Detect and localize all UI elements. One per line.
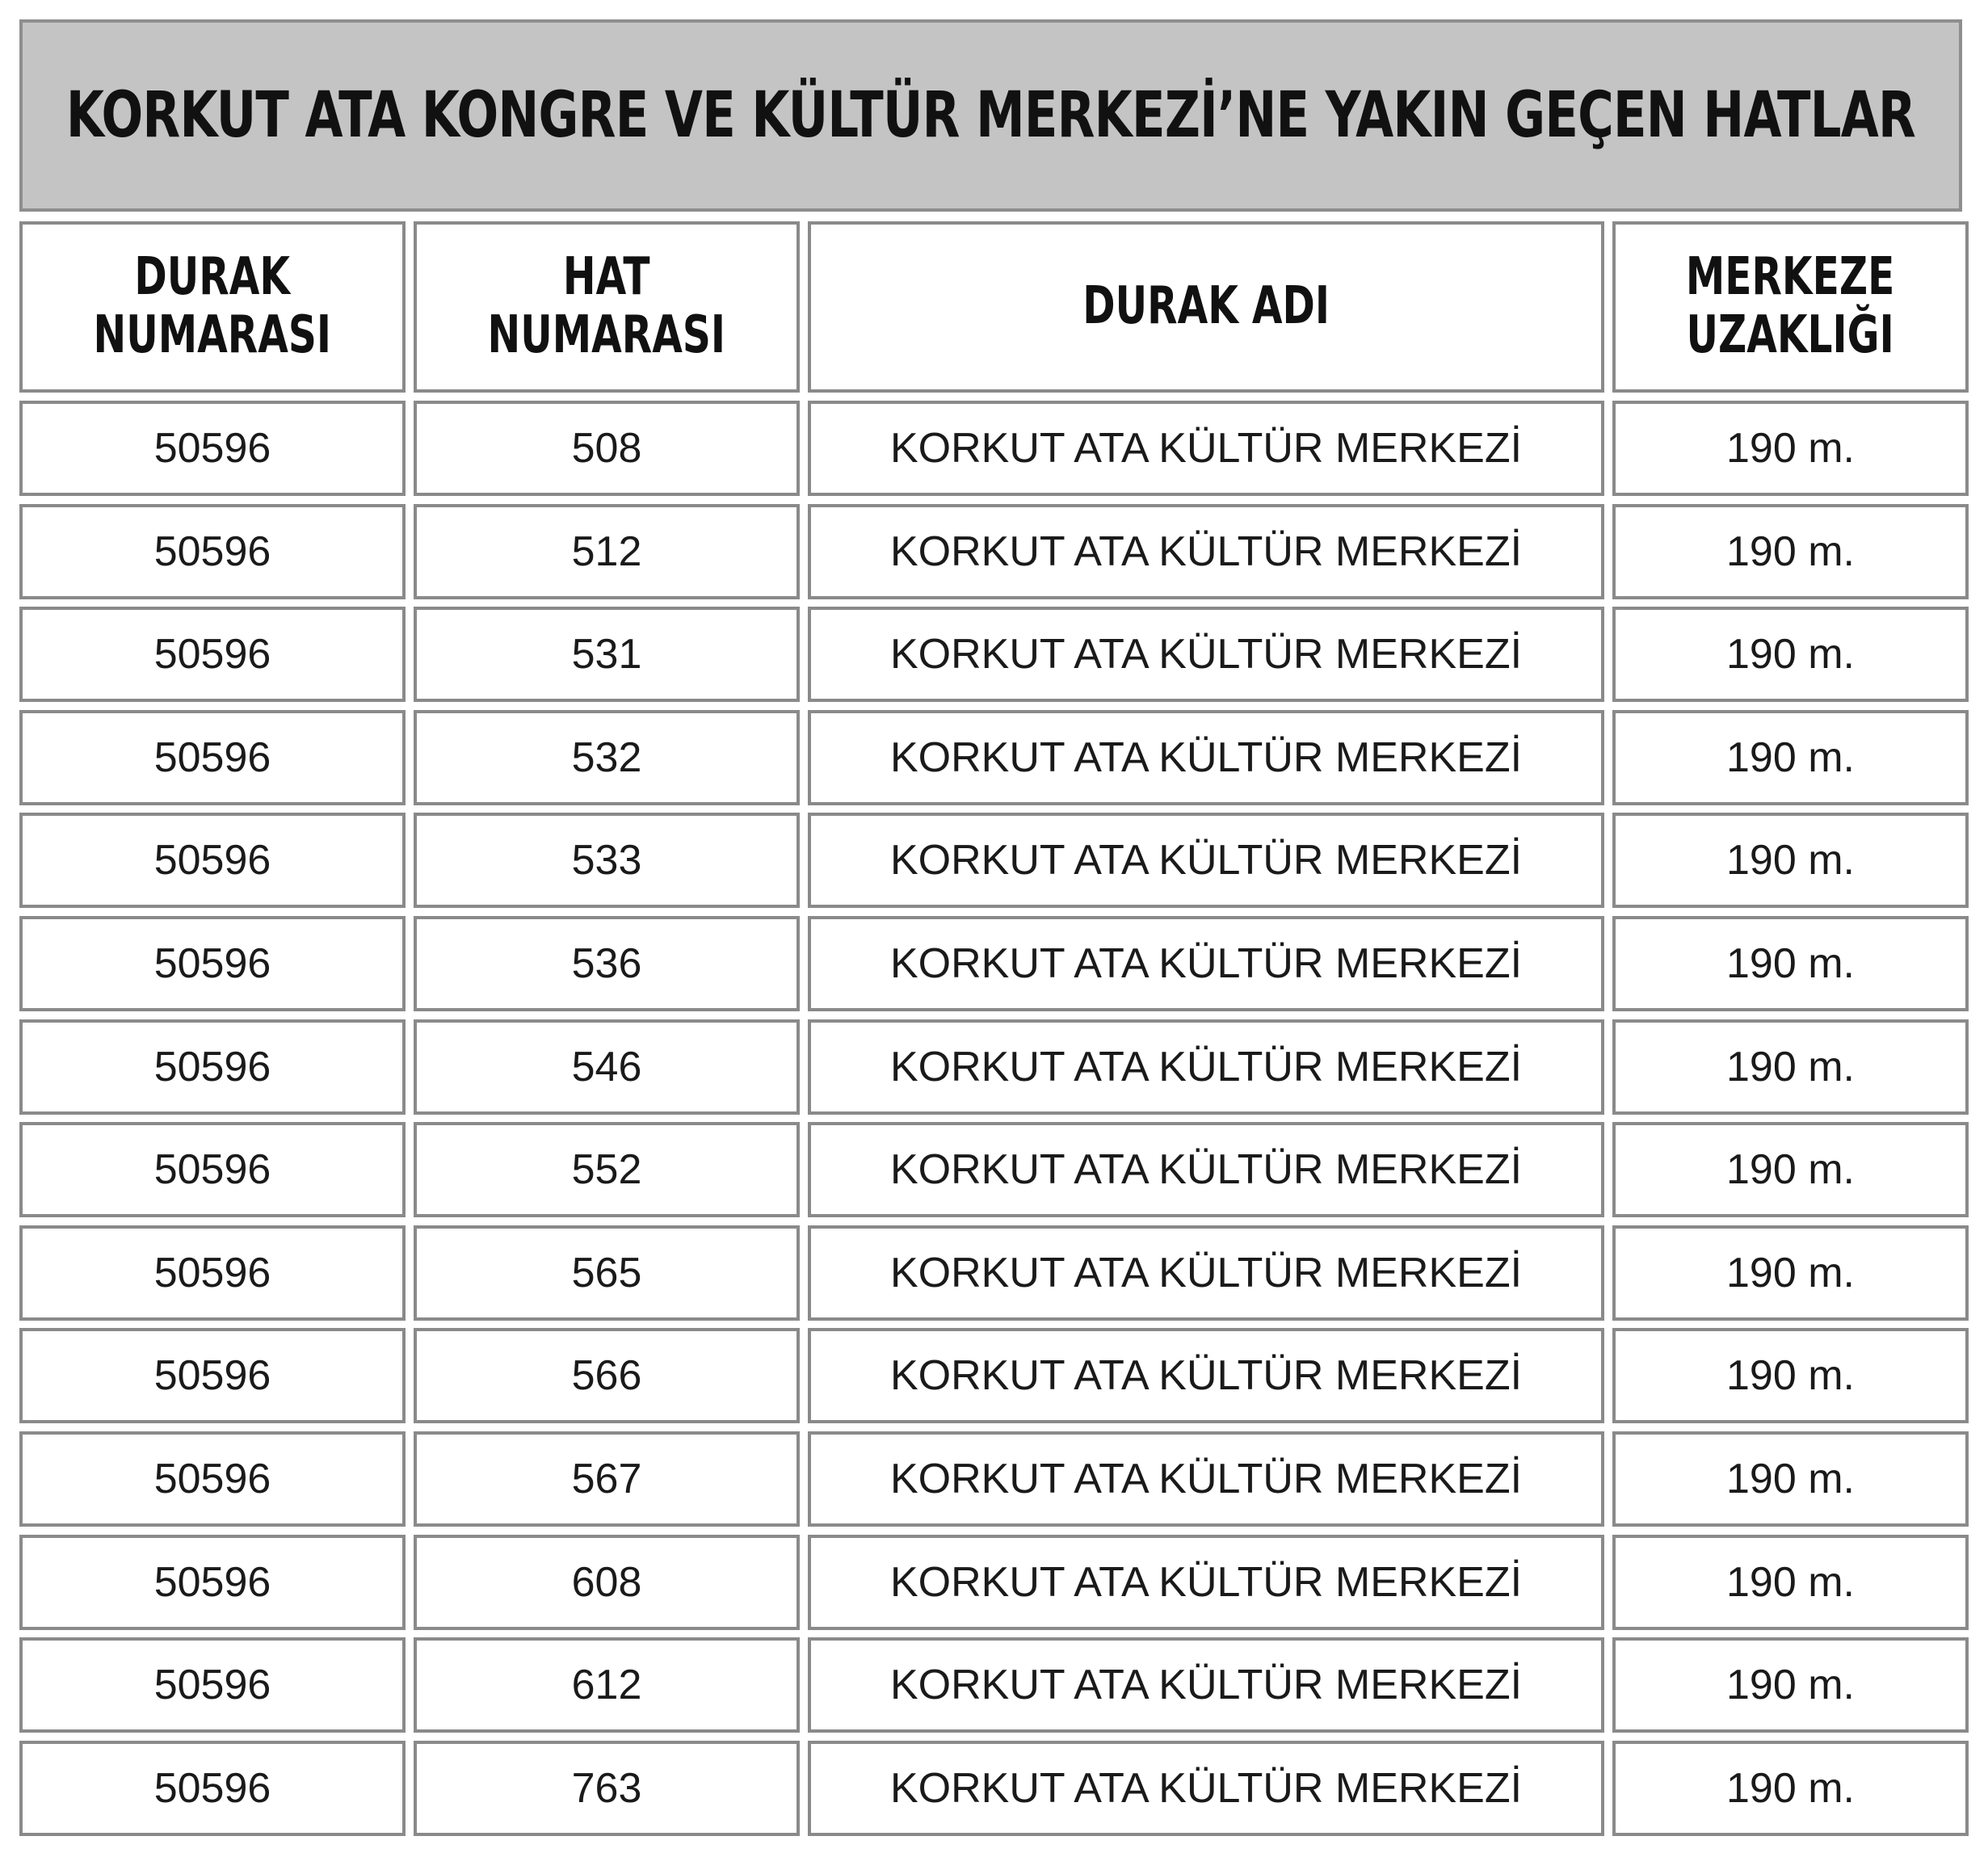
header-hat-numarasi-label: HAT NUMARASI	[487, 247, 726, 365]
cell-merkeze-uzakligi	[1612, 813, 1969, 908]
cell-durak-adi	[808, 607, 1604, 702]
cell-durak-adi-text: KORKUT ATA KÜLTÜR MERKEZİ	[889, 528, 1523, 575]
cell-durak-numarasi	[19, 813, 406, 908]
cell-durak-adi	[808, 1535, 1604, 1630]
table-row	[19, 1741, 1969, 1836]
cell-durak-numarasi-text: 50596	[153, 837, 271, 884]
cell-hat-numarasi-text: 608	[571, 1559, 642, 1606]
cell-durak-numarasi-text: 50596	[153, 1044, 271, 1090]
cell-merkeze-uzakligi	[1612, 401, 1969, 496]
cell-merkeze-uzakligi	[1612, 1431, 1969, 1527]
header-durak-numarasi-label: DURAK NUMARASI	[93, 247, 332, 365]
table-row	[19, 401, 1969, 496]
cell-hat-numarasi	[414, 401, 800, 496]
cell-durak-adi	[808, 1225, 1604, 1321]
cell-merkeze-uzakligi-text: 190 m.	[1726, 1250, 1855, 1296]
cell-hat-numarasi-text: 566	[571, 1352, 642, 1399]
table-row	[19, 1431, 1969, 1527]
cell-merkeze-uzakligi-text: 190 m.	[1726, 1456, 1855, 1502]
cell-merkeze-uzakligi-text: 190 m.	[1726, 734, 1855, 781]
cell-hat-numarasi	[414, 504, 800, 599]
header-hat-numarasi	[414, 221, 800, 393]
cell-durak-numarasi	[19, 1328, 406, 1423]
cell-durak-adi	[808, 1122, 1604, 1217]
cell-durak-numarasi	[19, 1431, 406, 1527]
table-row	[19, 916, 1969, 1011]
cell-durak-numarasi-text: 50596	[153, 1250, 271, 1296]
table-header-row	[19, 221, 1969, 393]
cell-hat-numarasi-text: 533	[571, 837, 642, 884]
cell-durak-adi-text: KORKUT ATA KÜLTÜR MERKEZİ	[889, 425, 1523, 472]
cell-durak-numarasi-text: 50596	[153, 1765, 271, 1812]
cell-merkeze-uzakligi-text: 190 m.	[1726, 1559, 1855, 1606]
cell-merkeze-uzakligi	[1612, 1225, 1969, 1321]
cell-durak-adi-text: KORKUT ATA KÜLTÜR MERKEZİ	[889, 837, 1523, 884]
cell-hat-numarasi-text: 546	[571, 1044, 642, 1090]
cell-durak-adi	[808, 813, 1604, 908]
cell-hat-numarasi	[414, 1225, 800, 1321]
cell-durak-numarasi-text: 50596	[153, 1456, 271, 1502]
cell-durak-numarasi-text: 50596	[153, 940, 271, 987]
cell-hat-numarasi	[414, 1019, 800, 1115]
cell-durak-adi	[808, 1019, 1604, 1115]
cell-durak-adi	[808, 1741, 1604, 1836]
cell-durak-numarasi-text: 50596	[153, 528, 271, 575]
cell-hat-numarasi	[414, 1328, 800, 1423]
table-row	[19, 504, 1969, 599]
header-merkeze-uzakligi-label: MERKEZE UZAKLIĞI	[1686, 247, 1895, 365]
cell-merkeze-uzakligi	[1612, 1535, 1969, 1630]
cell-durak-numarasi	[19, 710, 406, 805]
table-row	[19, 1637, 1969, 1733]
cell-hat-numarasi	[414, 1535, 800, 1630]
cell-durak-numarasi-text: 50596	[153, 1146, 271, 1193]
cell-merkeze-uzakligi	[1612, 1122, 1969, 1217]
cell-hat-numarasi-text: 512	[571, 528, 642, 575]
cell-merkeze-uzakligi	[1612, 1741, 1969, 1836]
cell-hat-numarasi-text: 565	[571, 1250, 642, 1296]
header-durak-adi-label: DURAK ADI	[1082, 276, 1330, 337]
cell-durak-adi	[808, 1431, 1604, 1527]
cell-merkeze-uzakligi-text: 190 m.	[1726, 425, 1855, 472]
table-row	[19, 1328, 1969, 1423]
cell-merkeze-uzakligi-text: 190 m.	[1726, 1352, 1855, 1399]
cell-merkeze-uzakligi	[1612, 504, 1969, 599]
cell-durak-numarasi	[19, 1637, 406, 1733]
cell-durak-numarasi	[19, 504, 406, 599]
cell-merkeze-uzakligi-text: 190 m.	[1726, 837, 1855, 884]
cell-hat-numarasi-text: 567	[571, 1456, 642, 1502]
cell-durak-adi	[808, 504, 1604, 599]
table-row	[19, 607, 1969, 702]
cell-durak-numarasi	[19, 1225, 406, 1321]
cell-durak-adi	[808, 710, 1604, 805]
cell-merkeze-uzakligi-text: 190 m.	[1726, 1765, 1855, 1812]
cell-durak-numarasi-text: 50596	[153, 734, 271, 781]
cell-hat-numarasi	[414, 1122, 800, 1217]
cell-durak-numarasi-text: 50596	[153, 1662, 271, 1708]
page-title: KORKUT ATA KONGRE VE KÜLTÜR MERKEZİ’NE YAKIN GEÇEN HATLAR	[65, 79, 1916, 152]
title-banner	[19, 19, 1962, 212]
cell-merkeze-uzakligi-text: 190 m.	[1726, 940, 1855, 987]
header-durak-numarasi	[19, 221, 406, 393]
cell-merkeze-uzakligi-text: 190 m.	[1726, 528, 1855, 575]
cell-durak-numarasi-text: 50596	[153, 1352, 271, 1399]
cell-durak-numarasi	[19, 1535, 406, 1630]
cell-hat-numarasi	[414, 1741, 800, 1836]
cell-durak-numarasi	[19, 401, 406, 496]
table-row	[19, 1019, 1969, 1115]
cell-durak-numarasi	[19, 1741, 406, 1836]
header-merkeze-uzakligi	[1612, 221, 1969, 393]
cell-durak-adi-text: KORKUT ATA KÜLTÜR MERKEZİ	[889, 940, 1523, 987]
cell-durak-adi-text: KORKUT ATA KÜLTÜR MERKEZİ	[889, 1559, 1523, 1606]
cell-hat-numarasi-text: 508	[571, 425, 642, 472]
cell-durak-adi	[808, 916, 1604, 1011]
table-row	[19, 710, 1969, 805]
table-row	[19, 813, 1969, 908]
cell-hat-numarasi-text: 532	[571, 734, 642, 781]
cell-durak-numarasi-text: 50596	[153, 425, 271, 472]
cell-merkeze-uzakligi	[1612, 607, 1969, 702]
cell-merkeze-uzakligi-text: 190 m.	[1726, 631, 1855, 678]
cell-merkeze-uzakligi-text: 190 m.	[1726, 1662, 1855, 1708]
cell-hat-numarasi	[414, 916, 800, 1011]
cell-merkeze-uzakligi	[1612, 710, 1969, 805]
cell-hat-numarasi	[414, 607, 800, 702]
cell-hat-numarasi-text: 763	[571, 1765, 642, 1812]
cell-durak-adi-text: KORKUT ATA KÜLTÜR MERKEZİ	[889, 1250, 1523, 1296]
cell-durak-adi-text: KORKUT ATA KÜLTÜR MERKEZİ	[889, 1662, 1523, 1708]
table-row	[19, 1225, 1969, 1321]
cell-hat-numarasi	[414, 1431, 800, 1527]
cell-durak-numarasi-text: 50596	[153, 1559, 271, 1606]
cell-durak-adi-text: KORKUT ATA KÜLTÜR MERKEZİ	[889, 1765, 1523, 1812]
table-row	[19, 1535, 1969, 1630]
cell-hat-numarasi	[414, 710, 800, 805]
cell-hat-numarasi-text: 552	[571, 1146, 642, 1193]
cell-durak-adi	[808, 1328, 1604, 1423]
cell-durak-numarasi	[19, 607, 406, 702]
cell-durak-adi-text: KORKUT ATA KÜLTÜR MERKEZİ	[889, 1456, 1523, 1502]
cell-durak-adi	[808, 401, 1604, 496]
cell-hat-numarasi	[414, 1637, 800, 1733]
cell-merkeze-uzakligi	[1612, 1328, 1969, 1423]
cell-durak-numarasi	[19, 1019, 406, 1115]
cell-merkeze-uzakligi	[1612, 1637, 1969, 1733]
cell-hat-numarasi-text: 531	[571, 631, 642, 678]
cell-durak-adi-text: KORKUT ATA KÜLTÜR MERKEZİ	[889, 1352, 1523, 1399]
cell-merkeze-uzakligi-text: 190 m.	[1726, 1044, 1855, 1090]
header-durak-adi	[808, 221, 1604, 393]
cell-durak-adi-text: KORKUT ATA KÜLTÜR MERKEZİ	[889, 631, 1523, 678]
cell-durak-adi-text: KORKUT ATA KÜLTÜR MERKEZİ	[889, 734, 1523, 781]
cell-durak-numarasi	[19, 916, 406, 1011]
cell-hat-numarasi	[414, 813, 800, 908]
cell-durak-adi-text: KORKUT ATA KÜLTÜR MERKEZİ	[889, 1146, 1523, 1193]
cell-merkeze-uzakligi	[1612, 1019, 1969, 1115]
cell-merkeze-uzakligi-text: 190 m.	[1726, 1146, 1855, 1193]
cell-durak-adi-text: KORKUT ATA KÜLTÜR MERKEZİ	[889, 1044, 1523, 1090]
cell-merkeze-uzakligi	[1612, 916, 1969, 1011]
cell-durak-numarasi	[19, 1122, 406, 1217]
table-row	[19, 1122, 1969, 1217]
cell-hat-numarasi-text: 536	[571, 940, 642, 987]
cell-hat-numarasi-text: 612	[571, 1662, 642, 1708]
cell-durak-numarasi-text: 50596	[153, 631, 271, 678]
cell-durak-adi	[808, 1637, 1604, 1733]
